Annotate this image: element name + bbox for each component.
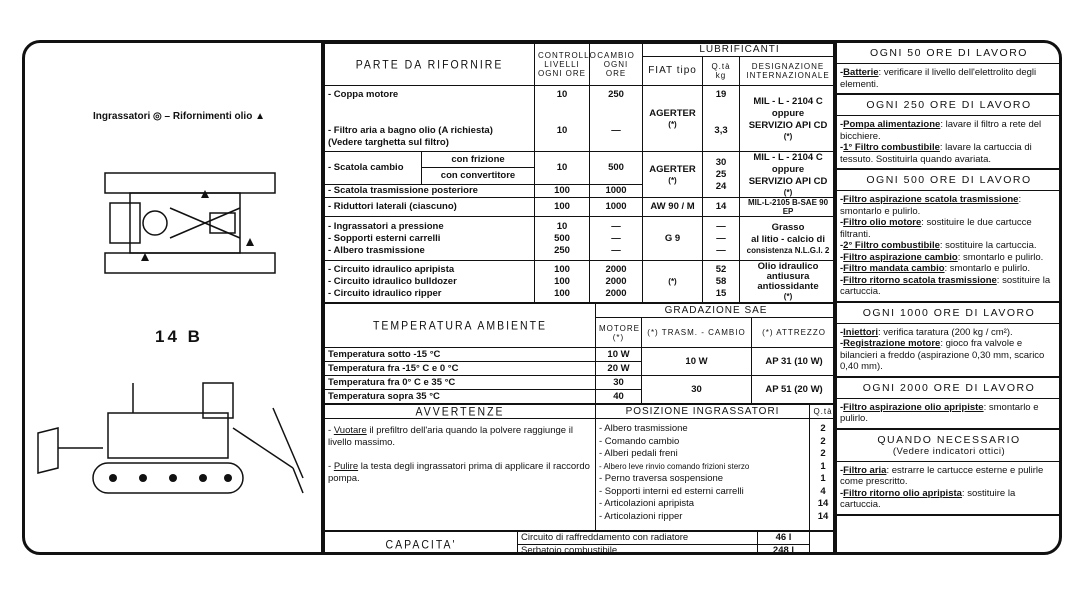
capacity-table: CAPACITA' Circuito di raffreddamento con radiatore 46 l Serbatoio combustibile 248 l: [324, 531, 837, 555]
greasers-qty-label: Q.tà: [810, 405, 837, 419]
schedule-title: OGNI 250 ORE DI LAVORO: [836, 95, 1062, 116]
schedule-item: -Pompa alimentazione: lavare il filtro a rete del bicchiere.: [840, 119, 1042, 142]
greaser-qty: 1: [820, 473, 826, 484]
schedule-body: [836, 399, 1062, 430]
header-change: CAMBIO OGNI ORE: [590, 44, 643, 86]
schedule-title: QUANDO NECESSARIO (Vedere indicatori ottici): [836, 430, 1062, 462]
greaser-qty: 2: [820, 448, 826, 459]
schedule-item: -Filtro ritorno scatola trasmissione: sostituire la cartuccia.: [840, 274, 1051, 297]
legend: [93, 111, 265, 122]
schedule-title: OGNI 1000 ORE DI LAVORO: [836, 303, 1062, 324]
greaser-icon: ◎ –: [153, 111, 173, 122]
greaser-qty: 2: [820, 435, 826, 447]
table-row: - Riduttori laterali (ciascuno) 100 1000 AW 90 / M 14 MIL-L-2105 B-SAE 90 EP: [325, 198, 837, 217]
header-lubricants: LUBRIFICANTI: [643, 44, 837, 57]
schedule-item: -Filtro aspirazione cambio: smontarlo e pulirlo.: [840, 251, 1044, 263]
greaser-qty: 14: [817, 510, 829, 522]
refill-table-panel: [324, 43, 836, 555]
header-check: CONTROLLO LIVELLI OGNI ORE: [535, 44, 590, 86]
header-designation: DESIGNAZIONE INTERNAZIONALE: [740, 57, 837, 86]
greaser-item: - Articolazioni ripper: [599, 510, 683, 522]
greaser-item: - Comando cambio: [599, 435, 680, 447]
top-view-diagram: [100, 168, 280, 278]
table-row: Temperatura sotto -15 °C 10 W 10 W AP 31 (10 W): [325, 348, 837, 362]
schedule-title: OGNI 500 ORE DI LAVORO: [836, 170, 1062, 191]
schedule-item: -Filtro ritorno olio apripista: sostituire la cartuccia.: [840, 487, 1016, 510]
oil-fill-icon: ▲: [255, 111, 266, 122]
schedule-body: [836, 64, 1062, 95]
lubrication-chart: [22, 40, 1062, 555]
table-row: Temperatura sopra 35 °C 40: [325, 390, 837, 404]
greaser-item: - Sopporti interni ed esterni carrelli: [599, 485, 744, 497]
greaser-item: - Albero leve rinvio comando frizioni sterzo: [599, 461, 750, 471]
greasers-title: POSIZIONE INGRASSATORI: [596, 405, 810, 419]
warnings-greasers-table: [324, 404, 837, 531]
table-row: - Coppa motore - Filtro aria a bagno olio (A richiesta) (Vedere targhetta sul filtro) 10 10 250 — AGERTER (*) 19 3,3 MIL - L - 2104 C oppure SERVIZIO API CD (*): [325, 86, 837, 152]
temp-title: TEMPERATURA AMBIENTE: [325, 300, 596, 351]
greaser-item: - Alberi pedali freni: [599, 448, 678, 459]
table-row: - Scatola trasmissione posteriore 100 1000: [325, 184, 837, 197]
temperature-table: TEMPERATURA AMBIENTE GRADAZIONE SAE MOTORE (*) (*) TRASM. - CAMBIO (*) ATTREZZO Temperatura sotto -15 °C 10 W 10 W AP 31 (10 W) Temperatura fra -15° C e 0 °C 20 W Temperatura fra 0° C e 35 °C 30 30 AP 51 (20 W) Temperatura sopra 35 °C 40: [324, 303, 837, 404]
sae-title: GRADAZIONE SAE: [596, 304, 837, 318]
model-label: 14 B: [155, 327, 203, 346]
side-view-diagram: [33, 368, 318, 508]
table-row: Temperatura fra -15° C e 0 °C 20 W: [325, 362, 837, 376]
warnings-title: AVVERTENZE: [325, 403, 596, 419]
header-fiat: FIAT tipo: [643, 57, 703, 86]
table-row: - Ingrassatori a pressione - Sopporti esterni carrelli - Albero trasmissione 10 500 250 — — — G 9 — — — Grasso al litio - calcio di consistenza N.L.G.I. 2: [325, 217, 837, 261]
schedule-title: OGNI 50 ORE DI LAVORO: [836, 43, 1062, 64]
greaser-item: - Albero trasmissione: [599, 423, 688, 434]
greaser-item: - Perno traversa sospensione: [599, 473, 724, 484]
refill-table: PARTE DA RIFORNIRE CONTROLLO LIVELLI OGNI ORE CAMBIO OGNI ORE LUBRIFICANTI FIAT tipo Q.tà kg DESIGNAZIONE INTERNAZIONALE - Coppa motore - Filtro aria a bagno olio (A richiesta) (Vedere targhetta sul filtro) 10 10 250 — AGERTER (*) 19 3,3 MIL - L - 2104 C oppure SERVIZIO API CD (*) - Scatola cambio con frizione 10 500 AGERTER (*) 30 25 24 MIL - L - 2104 C oppure SERVIZIO API CD (*) con convertitore - Scatola trasmissione posteriore 100 1000 - Riduttori laterali (ciascuno) 100 1000 AW 90 / M 14 MIL-L-2105 B-SAE 90 EP - Ingrassatori a pressione - Sopporti esterni carrelli - Albero trasmissione 10 500 250 — — — G 9 — — — Grasso al litio - calcio di consistenza N.L.G.I. 2 - Circuito idraulico apripista - Circuito idraulico bulldozer - Circuito idraulico ripper 100 100 100 2000 2000 2000 (*) 52 58 15 Olio idraulico antiusura antiossidante (*): [324, 43, 837, 303]
schedule-item: -Batterie: verificare il livello dell'elettrolito degli elementi.: [840, 67, 1037, 90]
schedule-item: -1° Filtro combustibile: lavare la cartuccia di tessuto. Sostituirla quando avariata.: [840, 142, 1032, 165]
greaser-qty: 1: [820, 460, 826, 472]
schedule-body: [836, 116, 1062, 170]
capacity-title: CAPACITA': [325, 530, 518, 555]
table-row: - Scatola cambio con frizione 10 500 AGERTER (*) 30 25 24 MIL - L - 2104 C oppure SERVIZIO API CD (*): [325, 152, 837, 168]
schedule-item: -Filtro mandata cambio: smontarlo e pulirlo.: [840, 263, 1031, 274]
schedule-item: -Registrazione motore: gioco fra valvole e bilancieri a freddo (aspirazione 0,30 mm, scarico 0,40 mm).: [840, 338, 1045, 372]
header-qty: Q.tà kg: [703, 57, 740, 86]
schedule-item: -2° Filtro combustibile: sostituire la cartuccia.: [840, 240, 1037, 251]
schedule-body: [836, 324, 1062, 378]
schedule-item: -Filtro aria: estrarre le cartucce esterne e pulirle come prescritto.: [840, 464, 1044, 487]
header-part: PARTE DA RIFORNIRE: [325, 40, 535, 88]
diagram-panel: [25, 43, 324, 552]
greaser-qty: 14: [817, 498, 829, 509]
schedule-title: OGNI 2000 ORE DI LAVORO: [836, 378, 1062, 399]
schedule-item: -Iniettori: verifica taratura (200 kg / cm²).: [840, 326, 1013, 338]
table-row: Temperatura fra 0° C e 35 °C 30 30 AP 51 (20 W): [325, 376, 837, 390]
warnings-body: - Vuotare il prefiltro dell'aria quando la polvere raggiunge il livello massimo. - Pulire la testa degli ingrassatori prima di applicare il raccordo pompa.: [325, 419, 596, 531]
greaser-qty: 2: [820, 423, 826, 434]
schedule-item: -Filtro aspirazione olio apripiste: smontarlo e pulirlo.: [840, 401, 1039, 424]
maintenance-schedule: [836, 43, 1062, 552]
legend-oil: Rifornimenti olio: [172, 111, 253, 122]
schedule-item: -Filtro olio motore: sostituire le due cartucce filtranti.: [840, 217, 1032, 240]
greaser-qty: 4: [820, 485, 826, 497]
schedule-body: [836, 191, 1062, 303]
legend-greasers: Ingrassatori: [93, 111, 151, 122]
table-row: - Circuito idraulico apripista - Circuito idraulico bulldozer - Circuito idraulico ripper 100 100 100 2000 2000 2000 (*) 52 58 15 Olio idraulico antiusura antiossidante (*): [325, 261, 837, 303]
schedule-body: [836, 462, 1062, 516]
schedule-item: -Filtro aspirazione scatola trasmissione: smontarlo e pulirlo.: [840, 194, 1022, 217]
greaser-item: - Articolazioni apripista: [599, 498, 695, 509]
